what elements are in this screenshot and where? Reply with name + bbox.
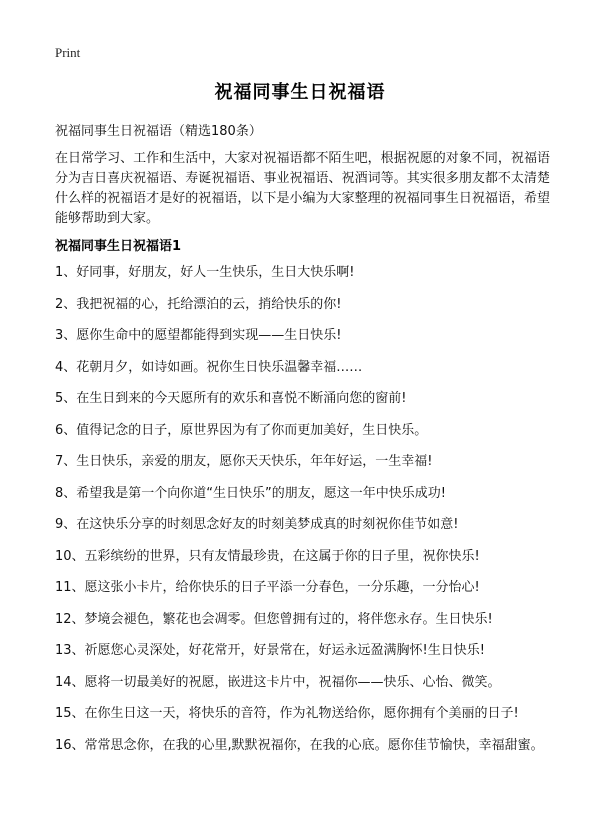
list-item: 9、在这快乐分享的时刻思念好友的时刻美梦成真的时刻祝你佳节如意! (55, 517, 459, 532)
list-item: 16、常常思念你，在我的心里,默默祝福你，在我的心底。愿你佳节愉快，幸福甜蜜。 (55, 737, 544, 753)
list-item: 10、五彩缤纷的世界，只有友情最珍贵，在这属于你的日子里，祝你快乐! (55, 548, 480, 564)
list-item: 5、在生日到来的今天愿所有的欢乐和喜悦不断涌向您的窗前! (55, 391, 407, 406)
subtitle: 祝福同事生日祝福语（精选180条） (55, 124, 262, 139)
list-item: 12、梦境会褪色，繁花也会凋零。但您曾拥有过的，将伴您永存。生日快乐! (55, 611, 493, 627)
list-item: 2、我把祝福的心，托给漂泊的云，捎给快乐的你! (55, 296, 342, 312)
list-item: 14、愿将一切最美好的祝愿，嵌进这卡片中，祝福你——快乐、心怡、微笑。 (55, 674, 501, 690)
intro-paragraph: 在日常学习、工作和生活中，大家对祝福语都不陌生吧，根据祝愿的对象不同，祝福语分为吉日喜庆祝福语、寿诞祝福语、事业祝福语、祝酒词等。其实很多朋友都不太清楚什么样的祝福语才是好的祝福语，以下是小编为大家整理的祝福同事生日祝福语，希望能够帮助到大家。 (55, 151, 550, 226)
wish-list (55, 264, 550, 768)
list-item: 3、愿你生命中的愿望都能得到实现——生日快乐! (55, 328, 342, 343)
list-item: 15、在你生日这一天，将快乐的音符，作为礼物送给你，愿你拥有个美丽的日子! (55, 706, 519, 721)
section-heading: 祝福同事生日祝福语1 (55, 239, 182, 254)
list-item: 11、愿这张小卡片，给你快乐的日子平添一分春色，一分乐趣，一分怡心! (55, 580, 480, 595)
print-link[interactable]: Print (55, 45, 81, 60)
list-item: 13、祈愿您心灵深处，好花常开，好景常在，好运永远盈满胸怀!生日快乐! (55, 643, 485, 658)
list-item: 1、好同事，好朋友，好人一生快乐，生日大快乐啊! (55, 265, 355, 280)
list-item: 7、生日快乐，亲爱的朋友，愿你天天快乐，年年好运，一生幸福! (55, 454, 433, 469)
list-item: 4、花朝月夕，如诗如画。祝你生日快乐温馨幸福…… (55, 359, 363, 375)
list-item: 8、希望我是第一个向你道“生日快乐”的朋友，愿这一年中快乐成功! (55, 485, 446, 501)
page-title: 祝福同事生日祝福语 (214, 82, 386, 103)
list-item: 6、值得记念的日子，原世界因为有了你而更加美好，生日快乐。 (55, 422, 428, 438)
